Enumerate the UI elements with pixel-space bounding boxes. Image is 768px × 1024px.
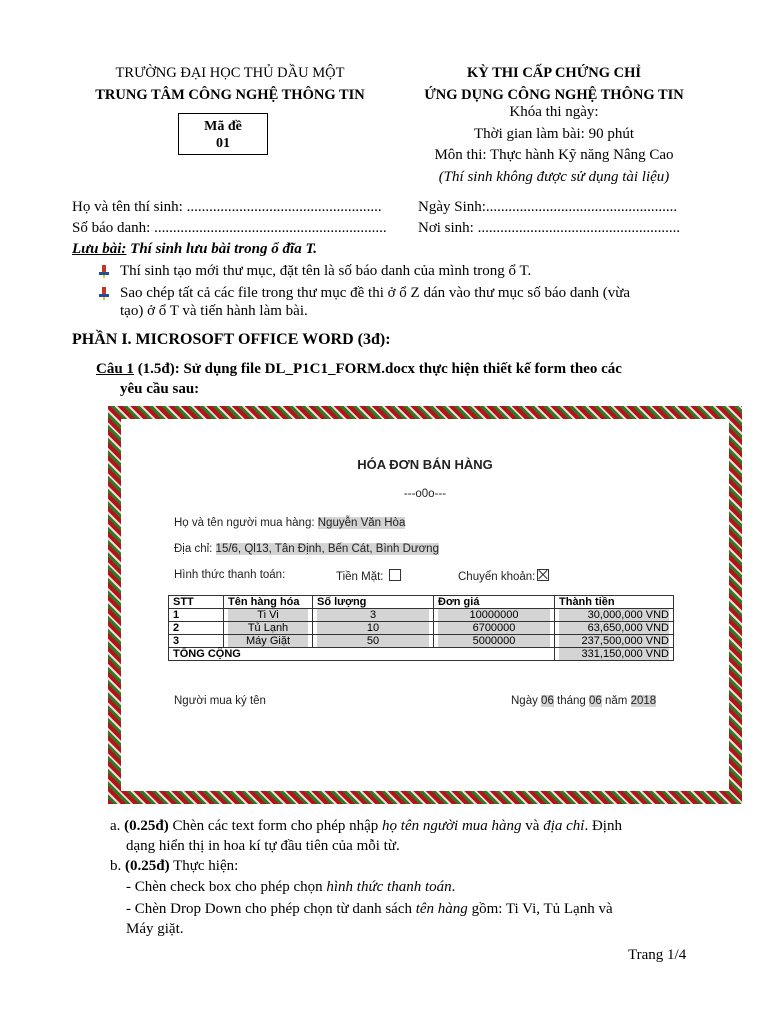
amount-field: 237,500,000 VND: [559, 635, 669, 647]
question-1-text: (1.5đ): Sử dụng file DL_P1C1_FORM.docx thực hiện thiết kế form theo các: [133, 361, 622, 377]
invoice-date: [511, 695, 656, 707]
task-b-item-2: [126, 900, 613, 919]
task-b-item-2-text: - Chèn Drop Down cho phép chọn từ danh sách: [126, 901, 416, 917]
table-header-row: [169, 596, 674, 609]
amount-field: 63,650,000 VND: [559, 622, 669, 634]
question-1: [96, 360, 622, 379]
cell-item[interactable]: [224, 622, 313, 635]
task-a: [110, 817, 622, 836]
task-a-points: (0.25đ): [124, 818, 169, 834]
exam-code-value: 01: [216, 136, 230, 151]
total-value: 331,150,000 VND: [559, 648, 669, 660]
day-field[interactable]: 06: [541, 695, 554, 707]
buyer-name-field[interactable]: Nguyễn Văn Hòa: [317, 517, 406, 529]
transfer-label: Chuyển khoản:: [458, 571, 536, 583]
cell-stt: 1: [169, 609, 224, 622]
cell-stt: 3: [169, 635, 224, 648]
task-b-points: (0.25đ): [125, 858, 170, 874]
invoice-table: [168, 595, 674, 661]
buyer-line: [174, 517, 405, 529]
task-a-prefix: a.: [110, 818, 125, 834]
item-dropdown[interactable]: Tủ Lạnh: [228, 622, 308, 634]
buyer-label: Họ và tên người mua hàng:: [174, 517, 318, 529]
exam-date: Khóa thi ngày:: [509, 104, 599, 120]
transfer-option: [458, 569, 549, 583]
address-field[interactable]: 15/6, Ql13, Tân Định, Bến Cát, Bình Dương: [215, 543, 439, 555]
save-notice-item-1: Thí sinh tạo mới thư mục, đặt tên là số báo danh của mình trong ổ T.: [120, 263, 532, 279]
question-1-label: Câu 1: [96, 361, 134, 377]
task-b-item-1-text: - Chèn check box cho phép chọn: [126, 879, 327, 895]
task-a-em1: họ tên người mua hàng: [382, 818, 522, 834]
col-header: Thành tiền: [555, 596, 674, 609]
task-b-item-1: [126, 878, 455, 897]
buyer-signature: Người mua ký tên: [174, 695, 266, 707]
candidate-dob-field: Ngày Sinh:...................................................: [418, 199, 678, 215]
pin-bullet-icon: [97, 264, 111, 278]
cell-qty[interactable]: [313, 635, 434, 648]
cell-stt: 2: [169, 622, 224, 635]
total-cell: [555, 648, 674, 661]
year-field[interactable]: 2018: [630, 695, 657, 707]
col-header: Đơn giá: [434, 596, 555, 609]
task-a-text1: Chèn các text form cho phép nhập: [168, 818, 383, 834]
save-notice: [72, 240, 317, 259]
qty-field[interactable]: 3: [317, 609, 429, 621]
task-b-item-1-em: hình thức thanh toán: [326, 879, 452, 895]
candidate-name-field: Họ và tên thí sinh: ....................................................: [72, 199, 382, 215]
save-notice-text: Thí sinh lưu bài trong ổ đĩa T.: [126, 241, 317, 257]
cell-item[interactable]: [224, 609, 313, 622]
task-b-item-2-end: gồm: Ti Vi, Tủ Lạnh và: [467, 901, 613, 917]
part1-title: PHẦN I. MICROSOFT OFFICE WORD (3đ):: [72, 331, 391, 348]
address-line: [174, 543, 439, 555]
save-notice-item-2: Sao chép tất cả các file trong thư mục đề thi ở ổ Z dán vào thư mục số báo danh (vừa: [120, 285, 631, 301]
price-field[interactable]: 6700000: [438, 622, 550, 634]
table-row: [169, 609, 674, 622]
cell-price[interactable]: [434, 635, 555, 648]
table-row: [169, 622, 674, 635]
table-total-row: [169, 648, 674, 661]
center-name: TRUNG TÂM CÔNG NGHỆ THÔNG TIN: [95, 87, 365, 103]
question-1-cont: yêu cầu sau:: [120, 381, 200, 397]
invoice-subtitle: ---o0o---: [403, 488, 447, 500]
save-notice-label: Lưu bài:: [72, 241, 127, 257]
transfer-checkbox[interactable]: [537, 569, 549, 581]
col-header: STT: [169, 596, 224, 609]
item-dropdown[interactable]: Ti Vi: [228, 609, 308, 621]
exam-program: ỨNG DỤNG CÔNG NGHỆ THÔNG TIN: [424, 87, 684, 103]
qty-field[interactable]: 50: [317, 635, 429, 647]
payment-label: Hình thức thanh toán:: [174, 569, 286, 581]
col-header: Tên hàng hóa: [224, 596, 313, 609]
month-field[interactable]: 06: [589, 695, 602, 707]
month-word: tháng: [553, 695, 590, 707]
exam-subject: Môn thi: Thực hành Kỹ năng Nâng Cao: [434, 147, 674, 163]
date-prefix: Ngày: [511, 695, 542, 707]
candidate-id-field: Số báo danh: ..............................................................: [72, 220, 387, 236]
cash-option: [336, 569, 401, 583]
table-row: [169, 635, 674, 648]
cell-amount: [555, 622, 674, 635]
task-b-item-2-cont: Máy giặt.: [126, 921, 184, 937]
item-dropdown[interactable]: Máy Giặt: [228, 635, 308, 647]
exam-code-box: [178, 113, 268, 155]
save-notice-item-2-cont: tạo) ở ổ T và tiến hành làm bài.: [120, 303, 308, 319]
cell-item[interactable]: [224, 635, 313, 648]
task-a-text2: và: [521, 818, 544, 834]
exam-title: KỲ THI CẤP CHỨNG CHỈ: [466, 65, 641, 81]
candidate-pob-field: Nơi sinh: ......................................................: [418, 220, 681, 236]
task-a-text3: . Định: [584, 818, 622, 834]
total-label: TỔNG CỘNG: [169, 648, 555, 661]
cash-checkbox[interactable]: [389, 569, 401, 581]
task-a-line2: dạng hiển thị in hoa kí tự đầu tiên của mỗi từ.: [126, 838, 400, 854]
pin-bullet-icon: [97, 286, 111, 300]
cell-price[interactable]: [434, 622, 555, 635]
cell-amount: [555, 635, 674, 648]
price-field[interactable]: 5000000: [438, 635, 550, 647]
exam-code-label: Mã đề: [204, 119, 242, 134]
task-a-em2: địa chỉ: [543, 818, 585, 834]
exam-note: (Thí sinh không được sử dụng tài liệu): [438, 169, 670, 185]
price-field[interactable]: 10000000: [438, 609, 550, 621]
school-name: TRƯỜNG ĐẠI HỌC THỦ DẦU MỘT: [115, 65, 345, 81]
cell-price[interactable]: [434, 609, 555, 622]
page-number: Trang 1/4: [628, 947, 687, 963]
cell-qty[interactable]: [313, 609, 434, 622]
qty-field[interactable]: 10: [317, 622, 429, 634]
amount-field: 30,000,000 VND: [559, 609, 669, 621]
invoice-title: HÓA ĐƠN BÁN HÀNG: [357, 457, 493, 472]
cell-amount: [555, 609, 674, 622]
task-b-item-2-em: tên hàng: [415, 901, 468, 917]
task-b-item-1-end: .: [451, 879, 456, 895]
col-header: Số lượng: [313, 596, 434, 609]
cash-label: Tiền Mặt:: [336, 571, 384, 583]
cell-qty[interactable]: [313, 622, 434, 635]
task-b-text: Thực hiện:: [169, 858, 239, 874]
task-b: [110, 857, 238, 876]
address-label: Địa chỉ:: [174, 543, 216, 555]
year-word: năm: [601, 695, 631, 707]
exam-duration: Thời gian làm bài: 90 phút: [474, 126, 634, 142]
task-b-prefix: b.: [110, 858, 125, 874]
